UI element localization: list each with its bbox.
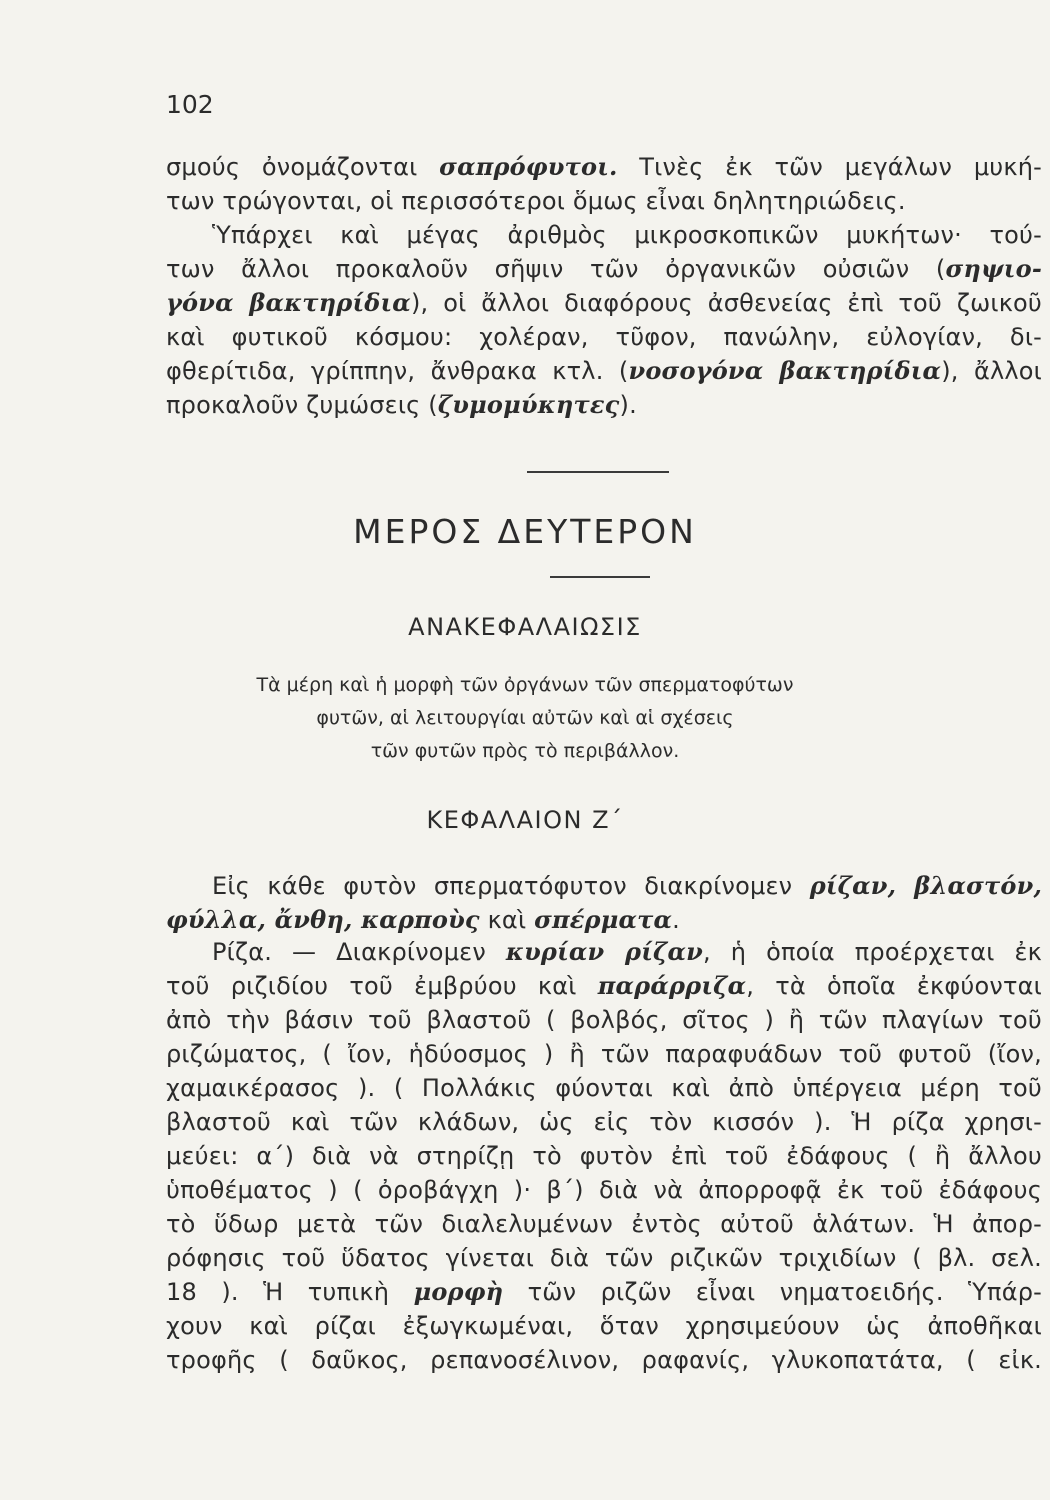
text-line: Ρίζα. — Διακρίνομεν κυρίαν ρίζαν, ἡ ὁποία προέρχεται ἐκ bbox=[212, 937, 1042, 966]
divider-rule bbox=[527, 471, 669, 473]
chapter-title: ΚΕΦΑΛΑΙΟΝ Ζ΄ bbox=[426, 806, 624, 834]
text-line: 18 ). Ἡ τυπικὴ μορφὴ τῶν ριζῶν εἶναι νηματοειδής. Ὑπάρ- bbox=[166, 1277, 1043, 1306]
text-line: Εἰς κάθε φυτὸν σπερματόφυτον διακρίνομεν ρίζαν, βλαστόν, bbox=[212, 871, 1042, 900]
text-line: φθερίτιδα, γρίππην, ἄνθρακα κτλ. (νοσογόνα βακτηρίδια), ἄλλοι bbox=[166, 356, 1042, 385]
chapter-intro-paragraph bbox=[166, 869, 1042, 937]
text-line: φύλλα, ἄνθη, καρποὺς καὶ σπέρματα. bbox=[166, 905, 681, 934]
text-line: σμούς ὀνομάζονται σαπρόφυτοι. Τινὲς ἐκ τῶν μεγάλων μυκή- bbox=[166, 152, 1042, 181]
subtitle-line: τῶν φυτῶν πρὸς τὸ περιβάλλον. bbox=[370, 740, 680, 762]
text-line: γόνα βακτηρίδια), οἱ ἄλλοι διαφόρους ἀσθενείας ἐπὶ τοῦ ζωικοῦ bbox=[166, 288, 1043, 317]
text-line: ἀπὸ τὴν βάσιν τοῦ βλαστοῦ ( βολβός, σῖτος ) ἢ τῶν πλαγίων τοῦ bbox=[166, 1006, 1042, 1034]
text-line: χαμαικέρασος ). ( Πολλάκις φύονται καὶ ἀπὸ ὑπέργεια μέρη τοῦ bbox=[166, 1074, 1042, 1102]
fungi-paragraph bbox=[166, 150, 1042, 422]
recap-title: ΑΝΑΚΕΦΑΛΑΙΩΣΙΣ bbox=[408, 613, 642, 641]
text-line: προκαλοῦν ζυμώσεις (ζυμομύκητες). bbox=[166, 390, 637, 419]
text-line: ρόφησις τοῦ ὕδατος γίνεται διὰ τῶν ριζικῶν τριχιδίων ( βλ. σελ. bbox=[166, 1244, 1042, 1272]
part-title: ΜΕΡΟΣ ΔΕΥΤΕΡΟΝ bbox=[353, 512, 697, 551]
text-line: τροφῆς ( δαῦκος, ρεπανοσέλινον, ραφανίς, γλυκοπατάτα, ( εἰκ. bbox=[166, 1346, 1042, 1374]
text-line: χουν καὶ ρίζαι ἐξωγκωμέναι, ὅταν χρησιμεύουν ὡς ἀποθῆκαι bbox=[166, 1312, 1042, 1340]
term-saprophytes: σαπρόφυτοι. bbox=[439, 152, 618, 181]
root-paragraph bbox=[166, 935, 1042, 1377]
page-number: 102 bbox=[166, 90, 214, 119]
divider-rule bbox=[550, 576, 650, 578]
text-line: τοῦ ριζιδίου τοῦ ἐμβρύου καὶ παράρριζα, τὰ ὁποῖα ἐκφύονται bbox=[166, 971, 1043, 1000]
subtitle-line: Τὰ μέρη καὶ ἡ μορφὴ τῶν ὀργάνων τῶν σπερματοφύτων bbox=[256, 674, 794, 696]
text-line: βλαστοῦ καὶ τῶν κλάδων, ὡς εἰς τὸν κισσόν ). Ἡ ρίζα χρησι- bbox=[166, 1108, 1042, 1136]
text-line: ὑποθέματος ) ( ὀροβάγχη )· β΄) διὰ νὰ ἀπορροφᾷ ἐκ τοῦ ἐδάφους bbox=[166, 1176, 1042, 1204]
text-line: ριζώματος, ( ἴον, ἡδύοσμος ) ἢ τῶν παραφυάδων τοῦ φυτοῦ (ἴον, bbox=[166, 1040, 1042, 1068]
text-line: καὶ φυτικοῦ κόσμου: χολέραν, τῦφον, πανώλην, εὐλογίαν, δι- bbox=[166, 323, 1042, 351]
subtitle-line: φυτῶν, αἱ λειτουργίαι αὐτῶν καὶ αἱ σχέσεις bbox=[316, 707, 734, 729]
text-line: Ὑπάρχει καὶ μέγας ἀριθμὸς μικροσκοπικῶν μυκήτων· τού- bbox=[212, 221, 1042, 249]
text-line: των τρώγονται, οἱ περισσότεροι ὅμως εἶναι δηλητηριώδεις. bbox=[166, 187, 906, 215]
text-line: των ἄλλοι προκαλοῦν σῆψιν τῶν ὀργανικῶν οὐσιῶν (σηψιο- bbox=[166, 254, 1042, 283]
text-line: τὸ ὕδωρ μετὰ τῶν διαλελυμένων ἐντὸς αὐτοῦ ἁλάτων. Ἡ ἀπορ- bbox=[166, 1210, 1042, 1238]
text-line: μεύει: α΄) διὰ νὰ στηρίζῃ τὸ φυτὸν ἐπὶ τοῦ ἐδάφους ( ἢ ἄλλου bbox=[166, 1142, 1042, 1170]
